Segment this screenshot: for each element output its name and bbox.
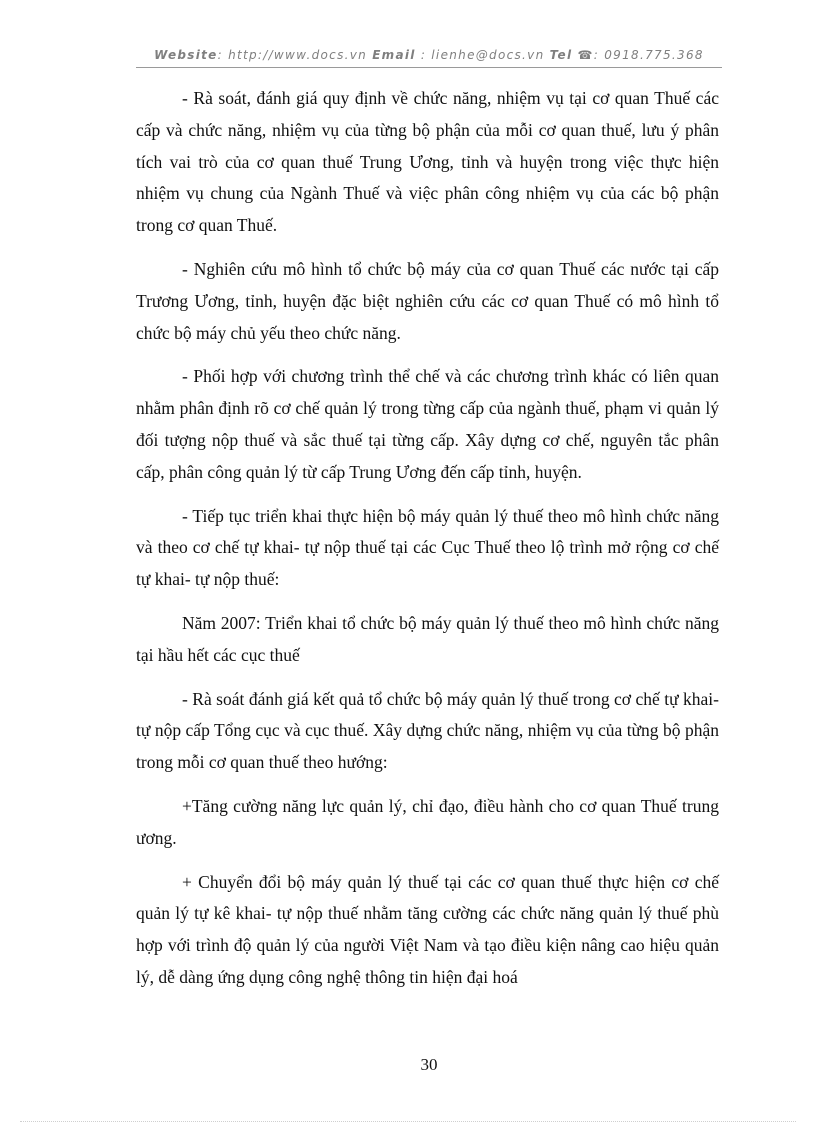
paragraph-2: - Nghiên cứu mô hình tổ chức bộ máy của cơ quan Thuế các nước tại cấp Trương Ương, tỉnh, huyện đặc biệt nghiên cứu các cơ quan Thuế có mô hình tổ chức bộ máy chủ yếu theo chức năng.	[136, 258, 719, 343]
paragraph-4: - Tiếp tục triển khai thực hiện bộ máy quản lý thuế theo mô hình chức năng và theo cơ chế tự khai- tự nộp thuế tại các Cục Thuế theo lộ trình mở rộng cơ chế tự khai- tự nộp thuế:	[136, 505, 719, 590]
paragraph-7: +Tăng cường năng lực quản lý, chỉ đạo, điều hành cho cơ quan Thuế trung ương.	[136, 795, 719, 848]
page-number: 30	[420, 1055, 438, 1074]
paragraph-1: - Rà soát, đánh giá quy định về chức năng, nhiệm vụ tại cơ quan Thuế các cấp và chức năng, nhiệm vụ của từng bộ phận của mỗi cơ quan thuế, lưu ý phân tích vai trò của cơ quan thuế Trung Ương, tỉnh và huyện trong việc thực hiện nhiệm vụ chung của Ngành Thuế và việc phân công nhiệm vụ của các bộ phận trong cơ quan Thuế.	[136, 88, 719, 236]
paragraph-5: Năm 2007: Triển khai tổ chức bộ máy quản lý thuế theo mô hình chức năng tại hầu hết các cục thuế	[136, 612, 719, 665]
website-label: Website	[154, 48, 218, 62]
email-label: Email	[372, 48, 416, 62]
paragraph-6: - Rà soát đánh giá kết quả tổ chức bộ máy quản lý thuế trong cơ chế tự khai- tự nộp cấp Tổng cục và cục thuế. Xây dựng chức năng, nhiệm vụ của từng bộ phận trong mỗi cơ quan thuế theo hướng:	[136, 688, 719, 773]
website-url[interactable]: : http://www.docs.vn	[217, 48, 368, 62]
phone-icon: ☎	[577, 48, 594, 62]
tel-label: Tel	[549, 48, 573, 62]
paragraph-8: + Chuyển đổi bộ máy quản lý thuế tại các cơ quan thuế thực hiện cơ chế quản lý tự kê khai- tự nộp thuế nhằm tăng cường các chức năng quản lý thuế phù hợp với trình độ quản lý của người Việt Nam và tạo điều kiện nâng cao hiệu quản lý, dễ dàng ứng dụng công nghệ thông tin hiện đại hoá	[136, 871, 719, 987]
paragraph-3: - Phối hợp với chương trình thể chế và các chương trình khác có liên quan nhằm phân định rõ cơ chế quản lý trong từng cấp của ngành thuế, phạm vi quản lý đối tượng nộp thuế và sắc thuế tại từng cấp. Xây dựng cơ chế, nguyên tắc phân cấp, phân công quản lý từ cấp Trung Ương đến cấp tỉnh, huyện.	[136, 366, 719, 482]
document-body	[136, 83, 719, 1006]
page-header	[136, 45, 722, 68]
tel-number: : 0918.775.368	[593, 48, 704, 62]
page-bottom-edge	[20, 1121, 796, 1122]
email-address[interactable]: : lienhe@docs.vn	[420, 48, 545, 62]
